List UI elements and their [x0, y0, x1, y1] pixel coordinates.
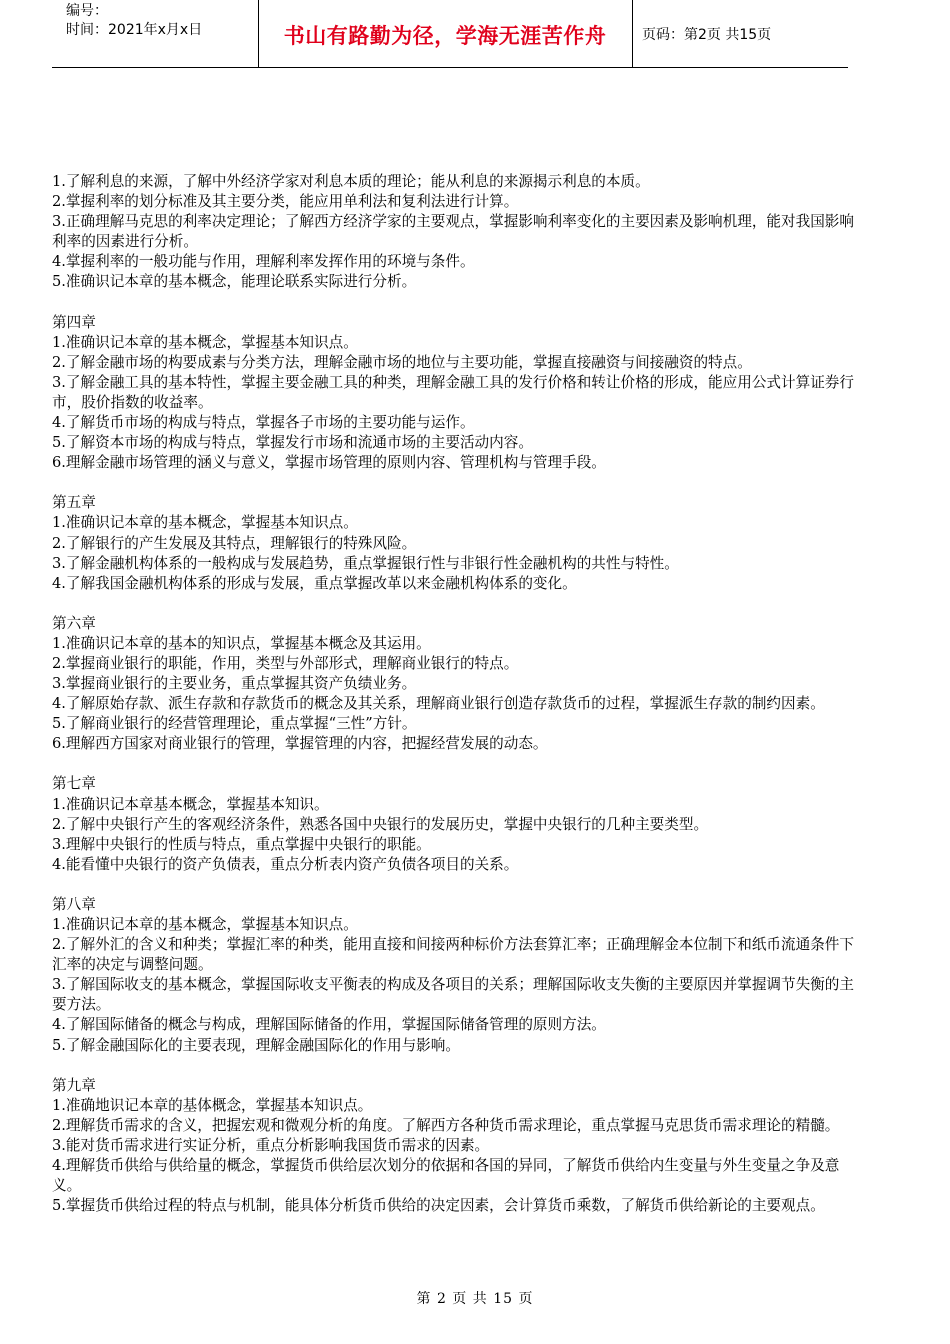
chapter-title: 第四章	[52, 313, 96, 331]
objective-item: 3.正确理解马克思的利率决定理论；了解西方经济学家的主要观点，掌握影响利率变化的主要因素及影响机理，能对我国影响利率的因素进行分析。	[52, 213, 854, 251]
header-divider-right	[632, 0, 633, 68]
objective-item: 3.掌握商业银行的主要业务，重点掌握其资产负绩业务。	[52, 675, 417, 693]
objective-item: 2.了解中央银行产生的客观经济条件，熟悉各国中央银行的发展历史，掌握中央银行的几种主要类型。	[52, 815, 709, 833]
chapter-section	[52, 172, 864, 293]
chapter-title: 第五章	[52, 494, 96, 512]
header-meta	[66, 2, 202, 40]
chapter-title: 第九章	[52, 1076, 96, 1094]
chapter-title: 第六章	[52, 614, 96, 632]
objective-item: 1.准确识记本章的基本概念，掌握基本知识点。	[52, 916, 358, 933]
document-number: 编号：	[66, 3, 108, 19]
page-footer: 第 2 页 共 15 页	[416, 1291, 534, 1307]
header-motto: 书山有路勤为径，学海无涯苦作舟	[283, 24, 607, 48]
objective-item: 5.掌握货币供给过程的特点与机制，能具体分析货币供给的决定因素，会计算货币乘数，了解货币供给新论的主要观点。	[52, 1197, 825, 1215]
header-rule	[52, 67, 848, 68]
objective-item: 1.了解利息的来源，了解中外经济学家对利息本质的理论；能从利息的来源揭示利息的本质。	[52, 173, 650, 190]
objective-item: 1.准确识记本章的基本概念，掌握基本知识点。	[52, 333, 358, 351]
objective-item: 3.了解国际收支的基本概念，掌握国际收支平衡表的构成及各项目的关系；理解国际收支失衡的主要原因并掌握调节失衡的主要方法。	[52, 976, 854, 1014]
objective-item: 1.准确识记本章基本概念，掌握基本知识。	[52, 795, 329, 813]
objective-item: 3.理解中央银行的性质与特点，重点掌握中央银行的职能。	[52, 835, 431, 853]
objective-item: 3.能对货币需求进行实证分析，重点分析影响我国货币需求的因素。	[52, 1136, 490, 1154]
chapter-section	[52, 895, 864, 1056]
objective-item: 2.了解银行的产生发展及其特点，理解银行的特殊风险。	[52, 534, 417, 552]
objective-item: 4.了解原始存款、派生存款和存款货币的概念及其关系，理解商业银行创造存款货币的过程，掌握派生存款的制约因素。	[52, 695, 825, 713]
objective-item: 3.了解金融工具的基本特性，掌握主要金融工具的种类，理解金融工具的发行价格和转让价格的形成，能应用公式计算证券行市，股价指数的收益率。	[52, 373, 854, 411]
objective-item: 5.了解资本市场的构成与特点，掌握发行市场和流通市场的主要活动内容。	[52, 434, 533, 452]
chapter-title: 第八章	[52, 895, 96, 913]
objective-item: 1.准确识记本章的基本概念，掌握基本知识点。	[52, 514, 358, 532]
objective-item: 1.准确地识记本章的基体概念，掌握基本知识点。	[52, 1096, 373, 1114]
objective-item: 4.了解货币市场的构成与特点，掌握各子市场的主要功能与运作。	[52, 414, 475, 432]
chapter-section	[52, 493, 864, 593]
document-date: 时间：2021年x月x日	[66, 22, 203, 38]
chapter-section	[52, 774, 864, 874]
objective-item: 4.了解国际储备的概念与构成，理解国际储备的作用，掌握国际储备管理的原则方法。	[52, 1016, 606, 1034]
objective-item: 4.了解我国金融机构体系的形成与发展，重点掌握改革以来金融机构体系的变化。	[52, 574, 577, 592]
header-page-number: 页码：第2页 共15页	[642, 27, 772, 43]
objective-item: 2.理解货币需求的含义，把握宏观和微观分析的角度。了解西方各种货币需求理论，重点掌握马克思货币需求理论的精髓。	[52, 1116, 840, 1134]
objective-item: 2.掌握商业银行的职能，作用，类型与外部形式，理解商业银行的特点。	[52, 654, 519, 672]
document-body	[52, 172, 864, 1236]
objective-item: 2.了解金融市场的构要成素与分类方法，理解金融市场的地位与主要功能，掌握直接融资与间接融资的特点。	[52, 353, 752, 371]
objective-item: 4.掌握利率的一般功能与作用，理解利率发挥作用的环境与条件。	[52, 253, 475, 271]
objective-item: 1.准确识记本章的基本的知识点，掌握基本概念及其运用。	[52, 634, 431, 652]
objective-item: 4.理解货币供给与供给量的概念，掌握货币供给层次划分的依据和各国的异同，了解货币供给内生变量与外生变量之争及意义。	[52, 1157, 840, 1195]
objective-item: 5.了解商业银行的经营管理理论，重点掌握“三性”方针。	[52, 715, 417, 733]
objective-item: 2.掌握利率的划分标准及其主要分类，能应用单利法和复利法进行计算。	[52, 193, 519, 211]
page-header	[52, 0, 848, 68]
objective-item: 6.理解金融市场管理的涵义与意义，掌握市场管理的原则内容、管理机构与管理手段。	[52, 454, 606, 472]
objective-item: 3.了解金融机构体系的一般构成与发展趋势，重点掌握银行性与非银行性金融机构的共性与特性。	[52, 554, 679, 572]
objective-item: 6.理解西方国家对商业银行的管理，掌握管理的内容，把握经营发展的动态。	[52, 735, 548, 753]
chapter-title: 第七章	[52, 775, 96, 793]
objective-item: 5.准确识记本章的基本概念，能理论联系实际进行分析。	[52, 273, 417, 291]
chapter-section	[52, 313, 864, 474]
chapter-section	[52, 1076, 864, 1217]
objective-item: 5.了解金融国际化的主要表现，理解金融国际化的作用与影响。	[52, 1036, 460, 1054]
chapter-section	[52, 614, 864, 755]
objective-item: 2.了解外汇的含义和种类；掌握汇率的种类，能用直接和间接两种标价方法套算汇率；正确理解金本位制下和纸币流通条件下汇率的决定与调整问题。	[52, 936, 854, 974]
objective-item: 4.能看懂中央银行的资产负债表，重点分析表内资产负债各项目的关系。	[52, 855, 519, 873]
